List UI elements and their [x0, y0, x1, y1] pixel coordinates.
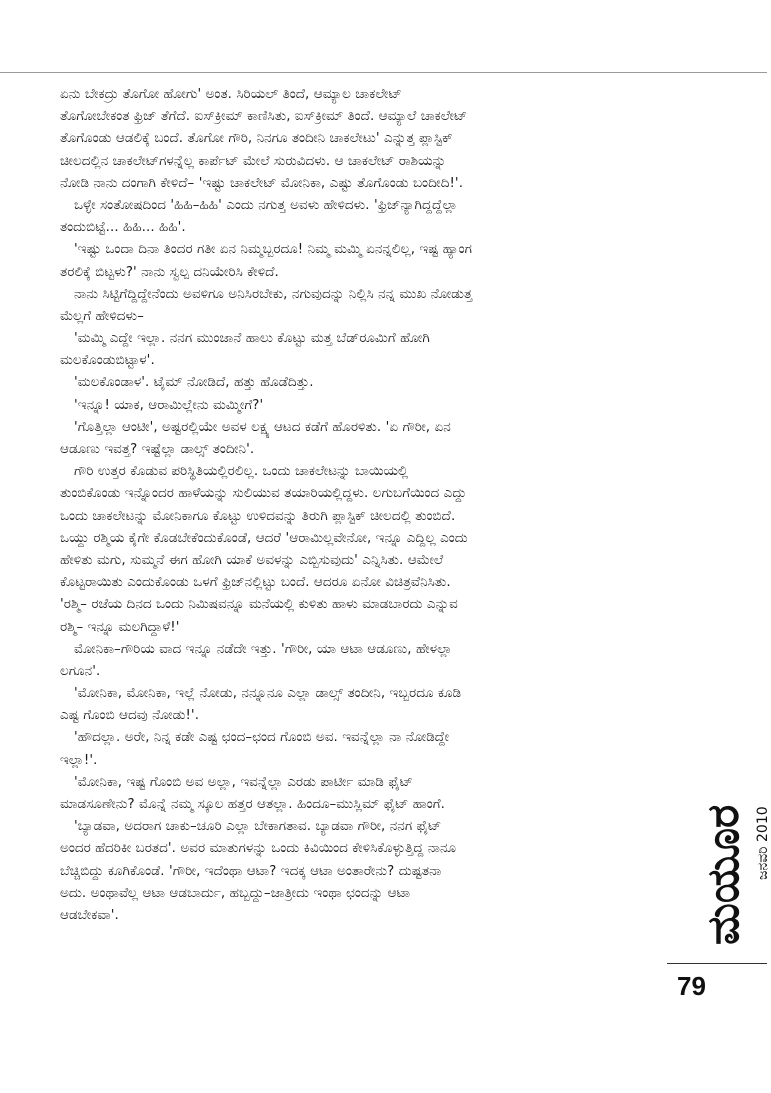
text-line: 'ಇನ್ನೂ! ಯಾಕ, ಆರಾಮಿಲ್ಲೇನು ಮಮ್ಮೀಗೆ?' [74, 397, 264, 413]
text-line: ತೊಗೋಬೇಕಂತ ಫ್ರಿಜ್ ತೆಗೆದೆ. ಐಸ್‌ಕ್ರೀಮ್ ಕಾಣಿಸಿತು, ಐಸ್‌ಕ್ರೀಮ್ ತಿಂದೆ. ಆಮ್ಯಾಲೆ ಚಾಕಲೇಟ್ [60, 109, 468, 125]
text-line: ಚೀಲದಲ್ಲಿನ ಚಾಕಲೇಟ್‌ಗಳನ್ನೆಲ್ಲ ಕಾರ್ಪೆಟ್ ಮೇಲೆ ಸುರುವಿದಳು. ಆ ಚಾಕಲೇಟ್ ರಾಶಿಯನ್ನು [60, 153, 447, 169]
text-line: ಎಷ್ಟ ಗೊಂಬಿ ಆದವು ನೋಡು!'. [60, 708, 200, 724]
text-line: ರಶ್ಮಿ– ಇನ್ನೂ ಮಲಗಿದ್ದಾಳೆ!' [60, 619, 180, 635]
text-line: ತರಲಿಕ್ಕೆ ಬಿಟ್ಟಳು?' ನಾನು ಸ್ವಲ್ಪ ದನಿಯೇರಿಸಿ ಕೇಳಿದೆ. [60, 264, 279, 280]
issue-date: ಜನವರಿ 2010 [755, 806, 771, 880]
text-line: 'ಇಷ್ಟು ಒಂದಾ ದಿನಾ ತಿಂದರ ಗತೀ ಏನ ನಿಮ್ಮಬ್ಬರದೂ! ನಿಮ್ಮ ಮಮ್ಮಿ ಏನನ್ನಲಿಲ್ಲ, ಇಷ್ಟ ಹ್ಯಾಂಗ [74, 242, 472, 258]
text-line: ಹೇಳಿತು ಮಗು, ಸುಮ್ಮನೆ ಈಗ ಹೋಗಿ ಯಾಕೆ ಅವಳನ್ನು ಎಬ್ಬಿಸುವುದು' ಎನ್ನಿಸಿತು. ಆಮೇಲೆ [60, 552, 444, 568]
text-line: 'ಮಲಕೊಂಡಾಳ'. ಟೈಮ್ ನೋಡಿದೆ, ಹತ್ತು ಹೊಡೆದಿತ್ತು. [74, 375, 314, 391]
text-line: ಲಗೂನ'. [60, 663, 101, 679]
text-line: ಕೊಟ್ಟರಾಯಿತು ಎಂದುಕೊಂಡು ಒಳಗೆ ಫ್ರಿಜ್‌ನಲ್ಲಿಟ್ಟು ಬಂದೆ. ಆದರೂ ಏನೋ ವಿಚಿತ್ರವೆನಿಸಿತು. [60, 575, 451, 591]
text-line: ಗೌರಿ ಉತ್ತರ ಕೊಡುವ ಪರಿಸ್ಥಿತಿಯಲ್ಲಿರಲಿಲ್ಲ. ಒಂದು ಚಾಕಲೇಟನ್ನು ಬಾಯಿಯಲ್ಲಿ [74, 464, 409, 480]
text-line: ತಂದುಬಿಟ್ಟೆ... ಹಿಹಿ... ಹಿಹಿ'. [60, 220, 186, 236]
text-line: 'ಮಮ್ಮಿ ಎದ್ದೇ ಇಲ್ಲಾ. ನನಗ ಮುಂಜಾನೆ ಹಾಲು ಕೊಟ್ಟು ಮತ್ತ ಬೆಡ್‌ರೂಮಿಗೆ ಹೋಗಿ [74, 331, 430, 347]
text-line: 'ಹೌದಲ್ಲಾ. ಅರೇ, ನಿನ್ನ ಕಡೇ ಎಷ್ಟ ಛಂದ–ಛಂದ ಗೊಂಬಿ ಅವ. ಇವನ್ನೆಲ್ಲಾ ನಾ ನೋಡಿದ್ದೇ [74, 730, 450, 746]
text-line: 'ಮೋನಿಕಾ, ಮೋನಿಕಾ, ಇಲ್ಲೆ ನೋಡು, ನನ್ನೂನೂ ಎಲ್ಲಾ ಡಾಲ್ಸ್ ತಂದೀನಿ, ಇಬ್ಬರದೂ ಕೂಡಿ [74, 686, 462, 702]
text-line: 'ಗೊತ್ತಿಲ್ಲಾ ಆಂಟೀ', ಅಷ್ಟರಲ್ಲಿಯೇ ಅವಳ ಲಕ್ಷ್ಯ ಆಟದ ಕಡೆಗೆ ಹೊರಳಿತು. 'ಏ ಗೌರೀ, ಏನ [74, 419, 451, 435]
text-line: ಮಲಕೊಂಡುಬಿಟ್ಟಾಳ'. [60, 353, 155, 369]
page-footer-block [667, 780, 771, 1030]
header-divider [0, 72, 767, 73]
footer-divider [667, 963, 767, 964]
text-line: ತುಂಬಿಕೊಂಡು ಇನ್ನೊಂದರ ಹಾಳೆಯನ್ನು ಸುಲಿಯುವ ತಯಾರಿಯಲ್ಲಿದ್ದಳು. ಲಗುಬಗೆಯಿಂದ ಎದ್ದು [60, 486, 467, 502]
text-line: 'ರಶ್ಮಿ– ರಜೆಯ ದಿನದ ಒಂದು ನಿಮಿಷವನ್ನೂ ಮನೆಯಲ್ಲಿ ಕುಳಿತು ಹಾಳು ಮಾಡಬಾರದು ಎನ್ನುವ [60, 597, 458, 613]
text-line: ಮೋನಿಕಾ–ಗೌರಿಯ ವಾದ ಇನ್ನೂ ನಡೆದೇ ಇತ್ತು. 'ಗೌರೀ, ಯಾ ಆಟಾ ಆಡೂಣು, ಹೇಳಲ್ಲಾ [74, 641, 453, 657]
text-line: ಇಲ್ಲಾ!'. [60, 752, 98, 768]
text-line: ಮಾಡಸೂಣೇನು? ಮೊನ್ನೆ ನಮ್ಮ ಸ್ಕೂಲ ಹತ್ತರ ಆತಲ್ಲಾ. ಹಿಂದೂ–ಮುಸ್ಲಿಮ್ ಫೈಟ್ ಹಾಂಗೆ. [60, 797, 446, 812]
text-line: ನೋಡಿ ನಾನು ದಂಗಾಗಿ ಕೇಳಿದೆ– 'ಇಷ್ಟು ಚಾಕಲೇಟ್ ಮೋನಿಕಾ, ಎಷ್ಟು ತೊಗೊಂಡು ಬಂದೀದಿ!'. [60, 175, 464, 191]
text-line: ಆಡೂಣು ಇವತ್ತ? ಇಷ್ಟೆಲ್ಲಾ ಡಾಲ್ಸ್ ತಂದೀನಿ'. [60, 442, 255, 457]
magazine-logo: ಮಯೂರ [698, 804, 749, 945]
text-line: ಒಂದು ಚಾಕಲೇಟನ್ನು ಮೋನಿಕಾಗೂ ಕೊಟ್ಟು ಉಳಿದವನ್ನು ತಿರುಗಿ ಪ್ಲಾಸ್ಟಿಕ್ ಚೀಲದಲ್ಲಿ ತುಂಬಿದೆ. [60, 508, 456, 524]
text-line: ಒಯ್ದು ರಶ್ಮಿಯ ಕೈಗೇ ಕೊಡಬೇಕೆಂದುಕೊಂಡೆ, ಆದರೆ 'ಆರಾಮಿಲ್ಲವೇನೋ, ಇನ್ನೂ ಎದ್ದಿಲ್ಲ ಎಂದು [60, 530, 468, 546]
text-line: ಅಂದರ ಹೆದರಿಕೀ ಬರತದ'. ಅವರ ಮಾತುಗಳನ್ನು ಒಂದು ಕಿವಿಯಿಂದ ಕೇಳಿಸಿಕೊಳ್ಳುತ್ತಿದ್ದ ನಾನೂ [60, 841, 457, 857]
text-line: ಒಳ್ಳೇ ಸಂತೋಷದಿಂದ 'ಹಿಹಿ–ಹಿಹಿ' ಎಂದು ನಗುತ್ತ ಅವಳು ಹೇಳಿದಳು. 'ಫ್ರಿಜ್‌ನ್ಯಾಗಿದ್ದದ್ದೆಲ್ಲಾ [74, 197, 458, 213]
text-line: ನಾನು ಸಿಟ್ಟಿಗೆದ್ದಿದ್ದೇನೆಂದು ಅವಳಿಗೂ ಅನಿಸಿರಬೇಕು, ನಗುವುದನ್ನು ನಿಲ್ಲಿಸಿ ನನ್ನ ಮುಖ ನೋಡುತ್ತ [74, 286, 473, 302]
text-line: ತೊಗೊಂಡು ಆಡಲಿಕ್ಕೆ ಬಂದೆ. ತೊಗೋ ಗೌರಿ, ನಿನಗೂ ತಂದೀನಿ ಚಾಕಲೇಟು' ಎನ್ನುತ್ತ ಪ್ಲಾಸ್ಟಿಕ್ [60, 131, 453, 147]
article-body [60, 84, 660, 927]
text-line: 'ಬ್ಯಾಡವಾ, ಅದರಾಗ ಚಾಕು–ಚೂರಿ ಎಲ್ಲಾ ಬೇಕಾಗತಾವ. ಬ್ಯಾಡವಾ ಗೌರೀ, ನನಗ ಫೈಟ್ [74, 819, 442, 835]
page-number: 79 [677, 971, 706, 1001]
text-line: ಮೆಲ್ಲಗೆ ಹೇಳಿದಳು– [60, 308, 144, 324]
text-line: ಅದು. ಅಂಥಾವೆಲ್ಲ ಆಟಾ ಆಡಬಾರ್ದು, ಹಬ್ಬದ್ದು–ಜಾತ್ರೀದು ಇಂಥಾ ಛಂದನ್ನು ಆಟಾ [60, 885, 411, 901]
text-line: 'ಮೋನಿಕಾ, ಇಷ್ಟ ಗೊಂಬಿ ಅವ ಅಲ್ಲಾ, ಇವನ್ನೆಲ್ಲಾ ಎರಡು ಪಾರ್ಟೀ ಮಾಡಿ ಫೈಟ್ [74, 774, 413, 790]
text-line: ಏನು ಬೇಕದ್ರು ತೊಗೋ ಹೋಗು' ಅಂತ. ಸಿರಿಯಲ್ ತಿಂದೆ, ಆಮ್ಯಾಲ ಚಾಕಲೇಟ್ [60, 87, 402, 102]
text-line: ಬೆಚ್ಚಿಬಿದ್ದು ಕೂಗಿಕೊಂಡೆ. 'ಗೌರೀ, ಇದೆಂಥಾ ಆಟಾ? ಇದಕ್ಕ ಆಟಾ ಅಂತಾರೇನು? ದುಷ್ಟತನಾ [60, 863, 442, 879]
text-line: ಆಡಬೇಕವಾ'. [60, 907, 119, 923]
